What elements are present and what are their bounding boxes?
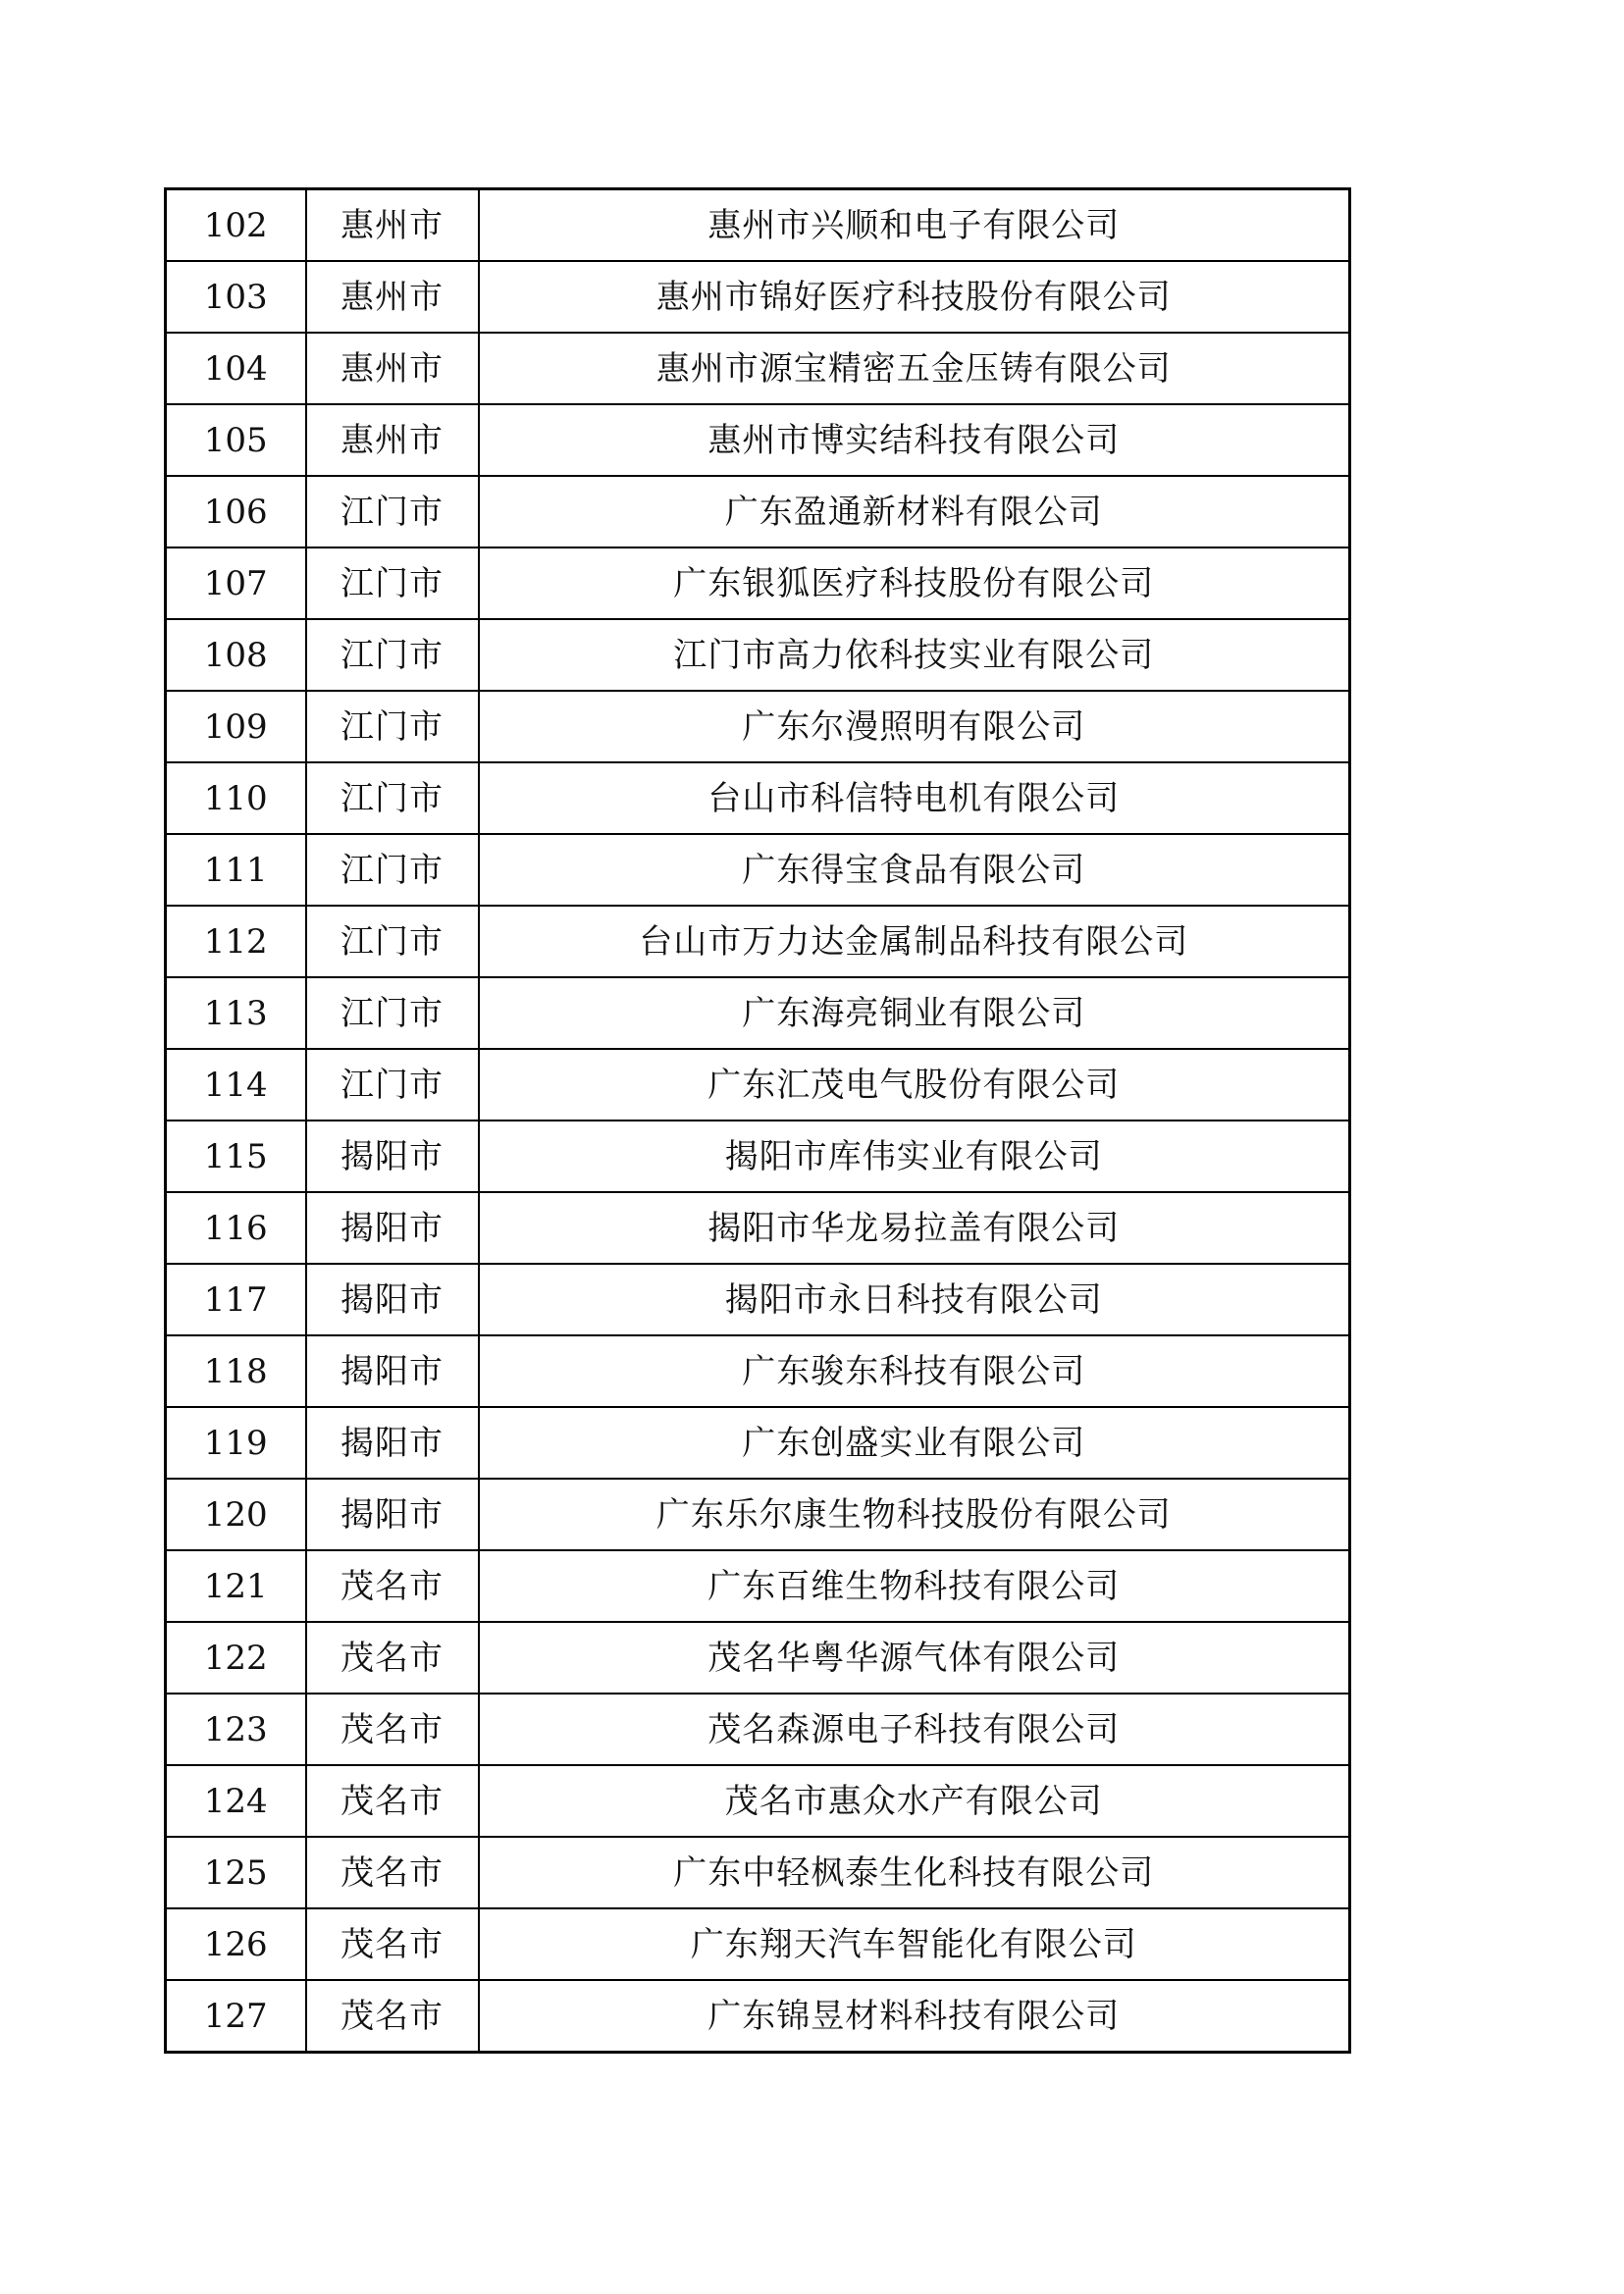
row-number: 123 [166,1694,306,1765]
table-row [166,1765,1350,1837]
city-cell: 江门市 [306,762,479,834]
row-number: 107 [166,547,306,619]
city-cell: 揭阳市 [306,1121,479,1192]
row-number: 126 [166,1908,306,1980]
company-name-cell: 广东百维生物科技有限公司 [479,1550,1350,1622]
company-name-cell: 揭阳市华龙易拉盖有限公司 [479,1192,1350,1264]
company-name-cell: 广东得宝食品有限公司 [479,834,1350,906]
city-cell: 茂名市 [306,1765,479,1837]
table-row [166,834,1350,906]
company-name-cell: 江门市高力依科技实业有限公司 [479,619,1350,691]
row-number: 110 [166,762,306,834]
row-number: 114 [166,1049,306,1121]
row-number: 116 [166,1192,306,1264]
company-name-cell: 广东乐尔康生物科技股份有限公司 [479,1479,1350,1550]
table-row [166,261,1350,333]
city-cell: 江门市 [306,619,479,691]
city-cell: 江门市 [306,977,479,1049]
company-list-table [164,187,1351,2054]
table-row [166,1121,1350,1192]
table-row [166,1264,1350,1335]
table-row [166,1407,1350,1479]
company-name-cell: 广东盈通新材料有限公司 [479,476,1350,547]
row-number: 109 [166,691,306,762]
city-cell: 茂名市 [306,1550,479,1622]
company-name-cell: 台山市科信特电机有限公司 [479,762,1350,834]
table-row [166,404,1350,476]
row-number: 111 [166,834,306,906]
table-row [166,1049,1350,1121]
row-number: 115 [166,1121,306,1192]
row-number: 108 [166,619,306,691]
company-name-cell: 广东尔漫照明有限公司 [479,691,1350,762]
row-number: 118 [166,1335,306,1407]
company-name-cell: 广东骏东科技有限公司 [479,1335,1350,1407]
city-cell: 惠州市 [306,404,479,476]
company-name-cell: 茂名市惠众水产有限公司 [479,1765,1350,1837]
row-number: 103 [166,261,306,333]
city-cell: 惠州市 [306,189,479,262]
city-cell: 茂名市 [306,1837,479,1908]
table-row [166,476,1350,547]
city-cell: 茂名市 [306,1622,479,1694]
city-cell: 江门市 [306,1049,479,1121]
company-name-cell: 揭阳市永日科技有限公司 [479,1264,1350,1335]
city-cell: 惠州市 [306,261,479,333]
table-row [166,1837,1350,1908]
row-number: 112 [166,906,306,977]
company-name-cell: 广东海亮铜业有限公司 [479,977,1350,1049]
table-row [166,1980,1350,2053]
company-name-cell: 广东中轻枫泰生化科技有限公司 [479,1837,1350,1908]
company-name-cell: 惠州市锦好医疗科技股份有限公司 [479,261,1350,333]
city-cell: 揭阳市 [306,1407,479,1479]
table-row [166,1694,1350,1765]
company-name-cell: 揭阳市库伟实业有限公司 [479,1121,1350,1192]
row-number: 120 [166,1479,306,1550]
company-name-cell: 惠州市博实结科技有限公司 [479,404,1350,476]
city-cell: 揭阳市 [306,1264,479,1335]
table-row [166,762,1350,834]
row-number: 102 [166,189,306,262]
city-cell: 茂名市 [306,1694,479,1765]
company-name-cell: 广东锦昱材料科技有限公司 [479,1980,1350,2053]
row-number: 125 [166,1837,306,1908]
company-name-cell: 广东汇茂电气股份有限公司 [479,1049,1350,1121]
city-cell: 揭阳市 [306,1335,479,1407]
table-row [166,906,1350,977]
table-row [166,619,1350,691]
city-cell: 江门市 [306,547,479,619]
city-cell: 茂名市 [306,1908,479,1980]
company-name-cell: 广东翔天汽车智能化有限公司 [479,1908,1350,1980]
company-name-cell: 台山市万力达金属制品科技有限公司 [479,906,1350,977]
row-number: 122 [166,1622,306,1694]
row-number: 104 [166,333,306,404]
table-row [166,1479,1350,1550]
table-row [166,1192,1350,1264]
row-number: 113 [166,977,306,1049]
company-name-cell: 惠州市源宝精密五金压铸有限公司 [479,333,1350,404]
company-name-cell: 广东创盛实业有限公司 [479,1407,1350,1479]
row-number: 105 [166,404,306,476]
row-number: 117 [166,1264,306,1335]
table-row [166,189,1350,262]
company-name-cell: 茂名华粤华源气体有限公司 [479,1622,1350,1694]
table-row [166,1335,1350,1407]
city-cell: 惠州市 [306,333,479,404]
city-cell: 茂名市 [306,1980,479,2053]
company-name-cell: 惠州市兴顺和电子有限公司 [479,189,1350,262]
row-number: 106 [166,476,306,547]
city-cell: 江门市 [306,691,479,762]
row-number: 119 [166,1407,306,1479]
table-row [166,977,1350,1049]
company-name-cell: 茂名森源电子科技有限公司 [479,1694,1350,1765]
city-cell: 江门市 [306,476,479,547]
table-row [166,1550,1350,1622]
row-number: 127 [166,1980,306,2053]
city-cell: 江门市 [306,834,479,906]
table-row [166,333,1350,404]
table-row [166,1908,1350,1980]
row-number: 124 [166,1765,306,1837]
city-cell: 江门市 [306,906,479,977]
row-number: 121 [166,1550,306,1622]
table-body [166,189,1350,2053]
city-cell: 揭阳市 [306,1479,479,1550]
company-name-cell: 广东银狐医疗科技股份有限公司 [479,547,1350,619]
city-cell: 揭阳市 [306,1192,479,1264]
table-row [166,547,1350,619]
table-row [166,691,1350,762]
table-row [166,1622,1350,1694]
